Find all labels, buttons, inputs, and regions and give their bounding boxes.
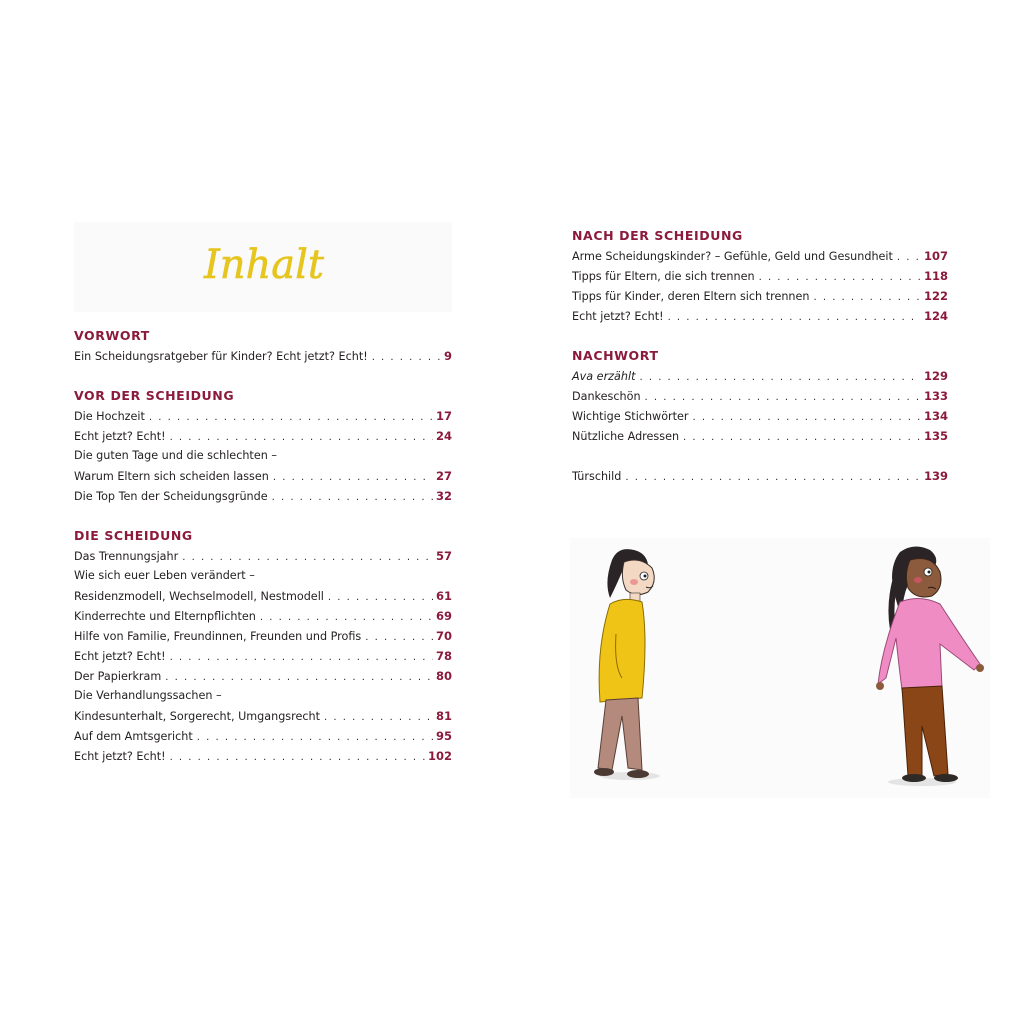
toc-entry[interactable] [74, 686, 452, 706]
section-spacer [74, 366, 452, 386]
dot-leader [182, 548, 433, 568]
toc-page-number: 70 [435, 629, 452, 643]
dot-leader [170, 648, 433, 668]
toc-page-number: 80 [435, 669, 452, 683]
dot-leader [639, 368, 921, 388]
toc-entry[interactable] [74, 666, 452, 686]
toc-entry[interactable] [572, 386, 948, 406]
toc-entry[interactable] [74, 426, 452, 446]
toc-entry[interactable] [74, 586, 452, 606]
dot-leader [372, 348, 441, 368]
section-heading: VOR DER SCHEIDUNG [74, 388, 235, 403]
dot-leader [365, 628, 433, 648]
toc-entry[interactable] [74, 646, 452, 666]
toc-entry-title: Auf dem Amtsgericht [74, 730, 193, 743]
toc-page-number: 102 [427, 749, 452, 763]
dot-leader [625, 468, 921, 488]
toc-entry-title: Tipps für Kinder, deren Eltern sich trennen [572, 290, 810, 303]
title-lettering [74, 222, 452, 312]
illustration-two-women [570, 538, 990, 798]
section-heading: DIE SCHEIDUNG [74, 528, 193, 543]
dot-leader [165, 668, 433, 688]
toc-entry-title: Tipps für Eltern, die sich trennen [572, 270, 755, 283]
dot-leader [170, 428, 433, 448]
dot-leader [897, 248, 921, 268]
section-heading: VORWORT [74, 328, 150, 343]
toc-entry-title: Nützliche Adressen [572, 430, 680, 443]
toc-page-number: 69 [435, 609, 452, 623]
toc-page-number: 81 [435, 709, 452, 723]
toc-left-column [74, 326, 452, 766]
toc-page-number: 9 [443, 349, 452, 363]
title-banner [74, 222, 452, 312]
toc-entry[interactable] [74, 406, 452, 426]
toc-entry[interactable] [74, 566, 452, 586]
toc-entry-title: Türschild [572, 470, 622, 483]
toc-entry-title: Ava erzählt [572, 370, 636, 383]
toc-entry-title: Das Trennungsjahr [74, 550, 179, 563]
dot-leader [149, 408, 433, 428]
toc-entry[interactable] [572, 466, 948, 486]
toc-page-number: 24 [435, 429, 452, 443]
toc-entry-title: Wichtige Stichwörter [572, 410, 689, 423]
toc-entry-title: Kindesunterhalt, Sorgerecht, Umgangsrecht [74, 710, 320, 723]
section-spacer [572, 326, 948, 346]
toc-right-column [572, 226, 948, 486]
toc-page-number: 129 [923, 369, 948, 383]
section-spacer [74, 506, 452, 526]
toc-entry[interactable] [74, 346, 452, 366]
dot-leader [328, 588, 433, 608]
toc-entry-title: Ein Scheidungsratgeber für Kinder? Echt jetzt? Echt! [74, 350, 368, 363]
page-title: Inhalt [203, 242, 325, 288]
figure-woman-pink [876, 546, 984, 786]
toc-page-number: 61 [435, 589, 452, 603]
toc-page-number: 27 [435, 469, 452, 483]
toc-entry[interactable] [74, 626, 452, 646]
toc-entry-title: Echt jetzt? Echt! [74, 650, 166, 663]
toc-entry-title: Die Hochzeit [74, 410, 145, 423]
dot-leader [260, 608, 433, 628]
toc-page-number: 32 [435, 489, 452, 503]
toc-page-number: 57 [435, 549, 452, 563]
toc-entry[interactable] [74, 726, 452, 746]
dot-leader [645, 388, 921, 408]
toc-page-number: 95 [435, 729, 452, 743]
toc-entry-title: Hilfe von Familie, Freundinnen, Freunden und Profis [74, 630, 362, 643]
toc-entry[interactable] [74, 486, 452, 506]
toc-page-number: 107 [923, 249, 948, 263]
toc-page-number: 122 [923, 289, 948, 303]
toc-entry[interactable] [572, 406, 948, 426]
dot-leader [668, 308, 921, 328]
toc-page-number: 135 [923, 429, 948, 443]
toc-page-number: 17 [435, 409, 452, 423]
dot-leader [683, 428, 921, 448]
toc-entry[interactable] [572, 246, 948, 266]
figure-woman-yellow [594, 549, 660, 780]
dot-leader [197, 728, 433, 748]
toc-entry-title: Kinderrechte und Elternpflichten [74, 610, 256, 623]
toc-entry[interactable] [74, 746, 452, 766]
toc-page-number: 139 [923, 469, 948, 483]
toc-entry-title: Warum Eltern sich scheiden lassen [74, 470, 269, 483]
toc-entry[interactable] [74, 706, 452, 726]
toc-page-number: 124 [923, 309, 948, 323]
dot-leader [273, 468, 433, 488]
toc-entry-title: Die guten Tage und die schlechten – [74, 449, 277, 462]
section-spacer [572, 446, 948, 466]
toc-entry-title: Echt jetzt? Echt! [572, 310, 664, 323]
toc-entry-title: Wie sich euer Leben verändert – [74, 569, 255, 582]
toc-entry[interactable] [74, 606, 452, 626]
section-heading: NACHWORT [572, 348, 659, 363]
toc-entry-title: Der Papierkram [74, 670, 162, 683]
toc-entry-title: Dankeschön [572, 390, 641, 403]
toc-entry[interactable] [572, 426, 948, 446]
toc-entry[interactable] [572, 366, 948, 386]
dot-leader [759, 268, 921, 288]
dot-leader [693, 408, 921, 428]
toc-page-number: 133 [923, 389, 948, 403]
toc-entry[interactable] [74, 546, 452, 566]
toc-entry-title: Die Verhandlungssachen – [74, 689, 222, 702]
toc-page-number: 78 [435, 649, 452, 663]
toc-entry-title: Residenzmodell, Wechselmodell, Nestmodell [74, 590, 324, 603]
dot-leader [272, 488, 433, 508]
dot-leader [813, 288, 921, 308]
section-heading: NACH DER SCHEIDUNG [572, 228, 743, 243]
dot-leader [170, 748, 425, 768]
toc-entry-title: Die Top Ten der Scheidungsgründe [74, 490, 268, 503]
toc-entry-title: Echt jetzt? Echt! [74, 750, 166, 763]
toc-page-number: 118 [923, 269, 948, 283]
toc-entry[interactable] [572, 266, 948, 286]
toc-entry[interactable] [74, 446, 452, 466]
toc-entry[interactable] [572, 286, 948, 306]
toc-entry-title: Arme Scheidungskinder? – Gefühle, Geld und Gesundheit [572, 250, 893, 263]
toc-entry-title: Echt jetzt? Echt! [74, 430, 166, 443]
toc-entry[interactable] [74, 466, 452, 486]
dot-leader [324, 708, 433, 728]
toc-entry[interactable] [572, 306, 948, 326]
toc-page-number: 134 [923, 409, 948, 423]
